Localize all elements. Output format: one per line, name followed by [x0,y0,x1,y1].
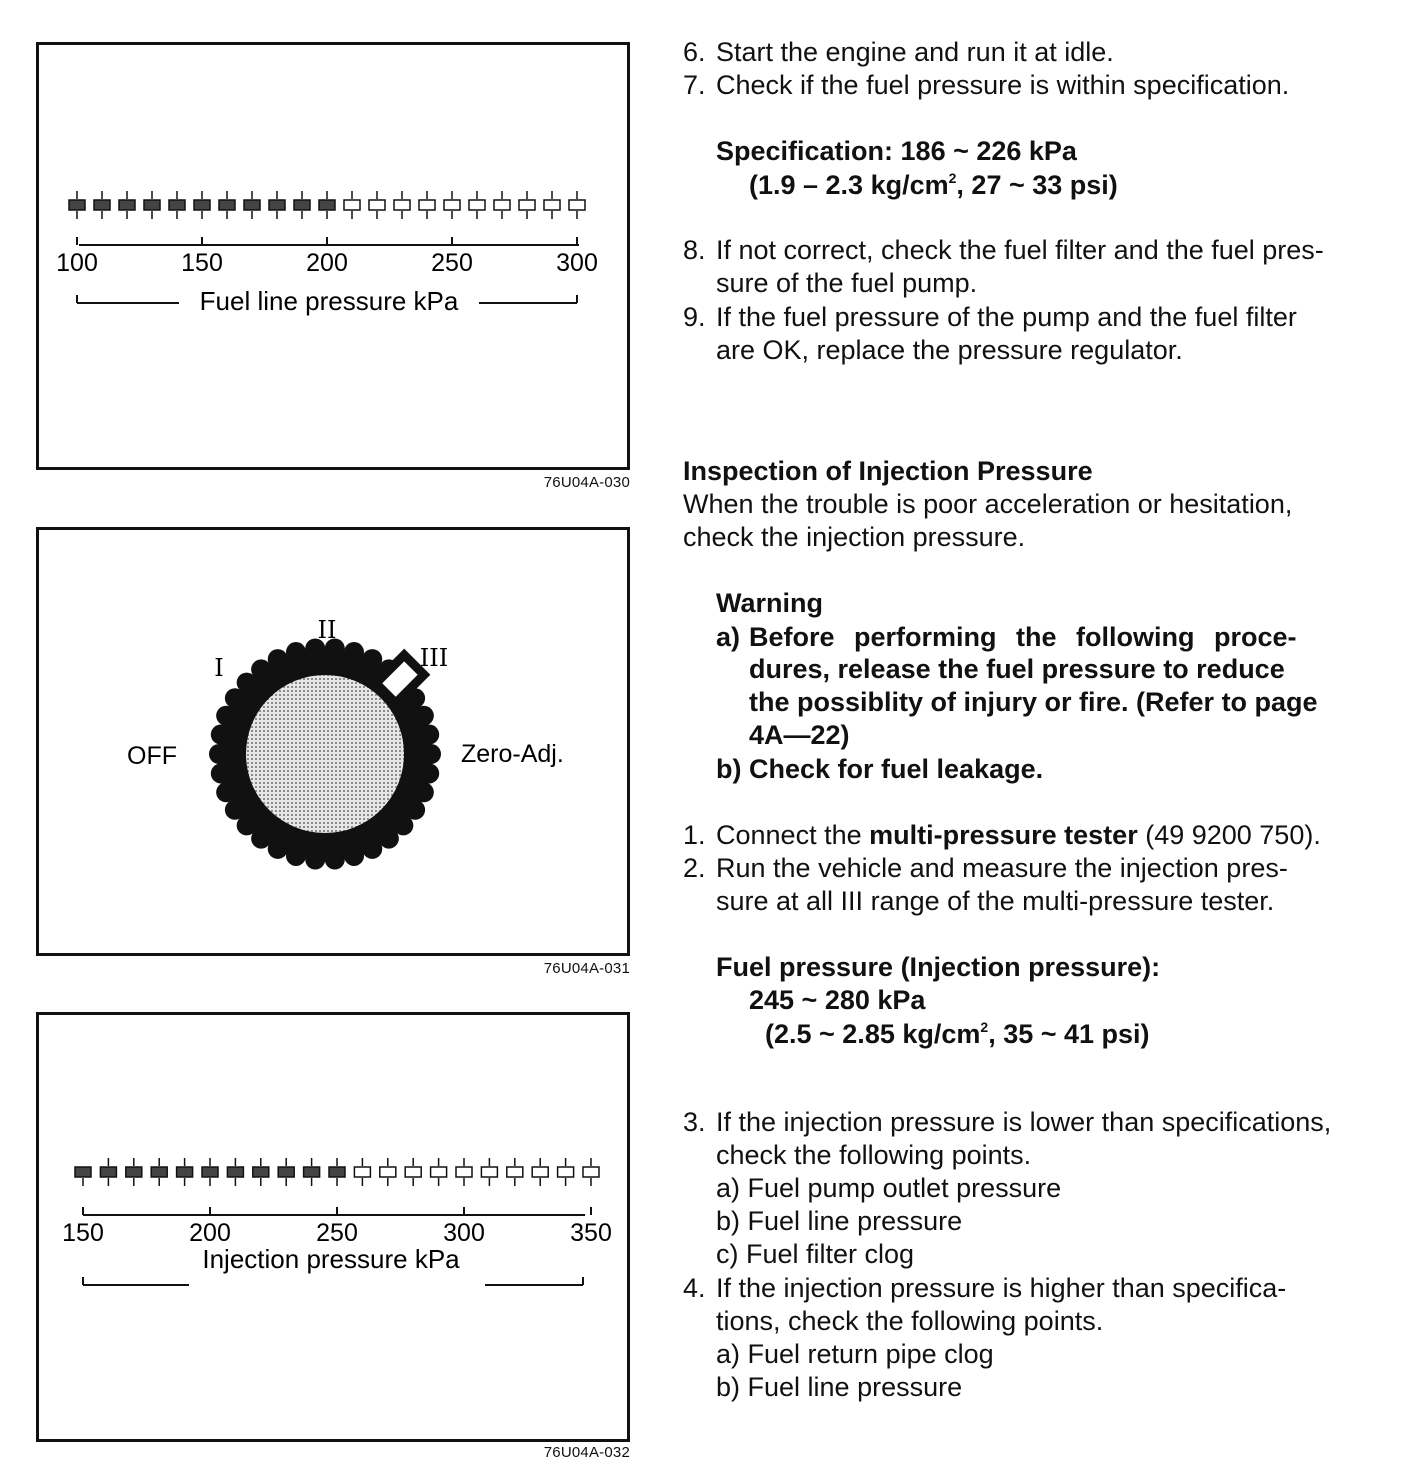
warning-a-cont: dures, release the fuel pressure to reduce [749,654,1285,684]
gauge-tick-label: 150 [181,249,223,277]
gauge-led-unlit [344,200,360,210]
gauge-title: Injection pressure kPa [202,1244,460,1274]
spec-fuel-line-pressure: Specification: 186 ~ 226 kPa [716,136,1077,166]
gauge-led-unlit [569,200,585,210]
gauge-led-unlit [444,200,460,210]
gauge-led-unlit [532,1167,548,1177]
gauge-led-lit [219,200,235,210]
gauge-led-lit [144,200,160,210]
gauge-tick-label: 300 [556,249,598,277]
gauge-led-lit [75,1167,91,1177]
gauge-led-unlit [354,1167,370,1177]
gauge-led-lit [269,200,285,210]
gauge-led-lit [69,200,85,210]
warning-a-cont: 4A—22) [749,720,850,750]
warning-title: Warning [716,588,823,618]
dial-position-2: II [317,616,337,644]
gauge-led-unlit [519,200,535,210]
gauge-led-unlit [558,1167,574,1177]
intro-line-2: check the injection pressure. [683,522,1026,552]
gauge-led-unlit [380,1167,396,1177]
gauge-led-unlit [481,1167,497,1177]
gauge-led-lit [227,1167,243,1177]
gauge-led-unlit [469,200,485,210]
gauge-title: Fuel line pressure kPa [199,286,459,316]
gauge-led-unlit [583,1167,599,1177]
gauge-led-unlit [431,1167,447,1177]
gauge-led-lit [94,200,110,210]
gauge-led-lit [151,1167,167,1177]
dial-position-3: III [419,644,449,672]
gauge-led-lit [304,1167,320,1177]
selector-dial-diagram [39,530,627,953]
gauge-led-lit [319,200,335,210]
step-2-cont: sure at all III range of the multi-pressure tester. [716,886,1275,916]
step-3-item: a) Fuel pump outlet pressure [716,1173,1062,1203]
step-4-cont: tions, check the following points. [716,1306,1104,1336]
gauge-led-lit [329,1167,345,1177]
step-3-item: c) Fuel filter clog [716,1239,915,1269]
gauge-led-unlit [507,1167,523,1177]
gauge-led-unlit [419,200,435,210]
gauge-led-lit [244,200,260,210]
figure-injection-pressure [36,1012,630,1442]
gauge-led-unlit [544,200,560,210]
gauge-tick-label: 350 [570,1219,612,1247]
gauge-tick-label: 250 [316,1219,358,1247]
dial-off-label: OFF [127,742,177,770]
step-4-item: a) Fuel return pipe clog [716,1339,994,1369]
dial-position-1: I [214,654,224,682]
gauge-tick-label: 200 [189,1219,231,1247]
step-9-cont: are OK, replace the pressure regulator. [716,335,1183,365]
dial-knob-face[interactable] [245,674,405,834]
gauge-tick-label: 300 [443,1219,485,1247]
spec-injection-pressure: Fuel pressure (Injection pressure): [716,952,1161,982]
figure-fuel-line-pressure [36,42,630,470]
figure-code: 76U04A-032 [543,1444,630,1461]
fuel-line-pressure-gauge [39,45,627,467]
gauge-led-lit [278,1167,294,1177]
step-8-cont: sure of the fuel pump. [716,268,978,298]
gauge-led-lit [100,1167,116,1177]
step-3-item: b) Fuel line pressure [716,1206,963,1236]
section-heading: Inspection of Injection Pressure [683,456,1093,486]
gauge-tick-label: 100 [56,249,98,277]
warning-a-cont: the possiblity of injury or fire. (Refer to page [749,687,1318,717]
gauge-led-unlit [394,200,410,210]
figure-selector-dial [36,527,630,956]
figure-code: 76U04A-030 [543,474,630,491]
gauge-led-lit [202,1167,218,1177]
step-4-item: b) Fuel line pressure [716,1372,963,1402]
gauge-led-unlit [494,200,510,210]
gauge-led-unlit [369,200,385,210]
gauge-tick-label: 200 [306,249,348,277]
gauge-led-unlit [405,1167,421,1177]
intro-line-1: When the trouble is poor acceleration or hesitation, [683,489,1293,519]
spec-fuel-line-pressure-alt-units: (1.9 – 2.3 $kg/cm^2$, 27 ~ 33 psi) [749,170,1118,200]
step-3-cont: check the following points. [716,1140,1032,1170]
gauge-led-lit [169,200,185,210]
dial-zero-adjust-label: Zero-Adj. [461,740,564,768]
figure-code: 76U04A-031 [543,960,630,977]
gauge-led-unlit [456,1167,472,1177]
spec-injection-pressure-value: 245 ~ 280 kPa [749,985,926,1015]
gauge-led-lit [194,200,210,210]
gauge-led-lit [119,200,135,210]
gauge-tick-label: 250 [431,249,473,277]
injection-pressure-gauge [39,1015,627,1439]
spec-injection-pressure-alt-units: (2.5 ~ 2.85 $kg/cm^2$, 35 ~ 41 psi) [765,1019,1150,1049]
gauge-led-lit [126,1167,142,1177]
gauge-tick-label: 150 [62,1219,104,1247]
gauge-led-lit [294,200,310,210]
gauge-led-lit [177,1167,193,1177]
gauge-led-lit [253,1167,269,1177]
